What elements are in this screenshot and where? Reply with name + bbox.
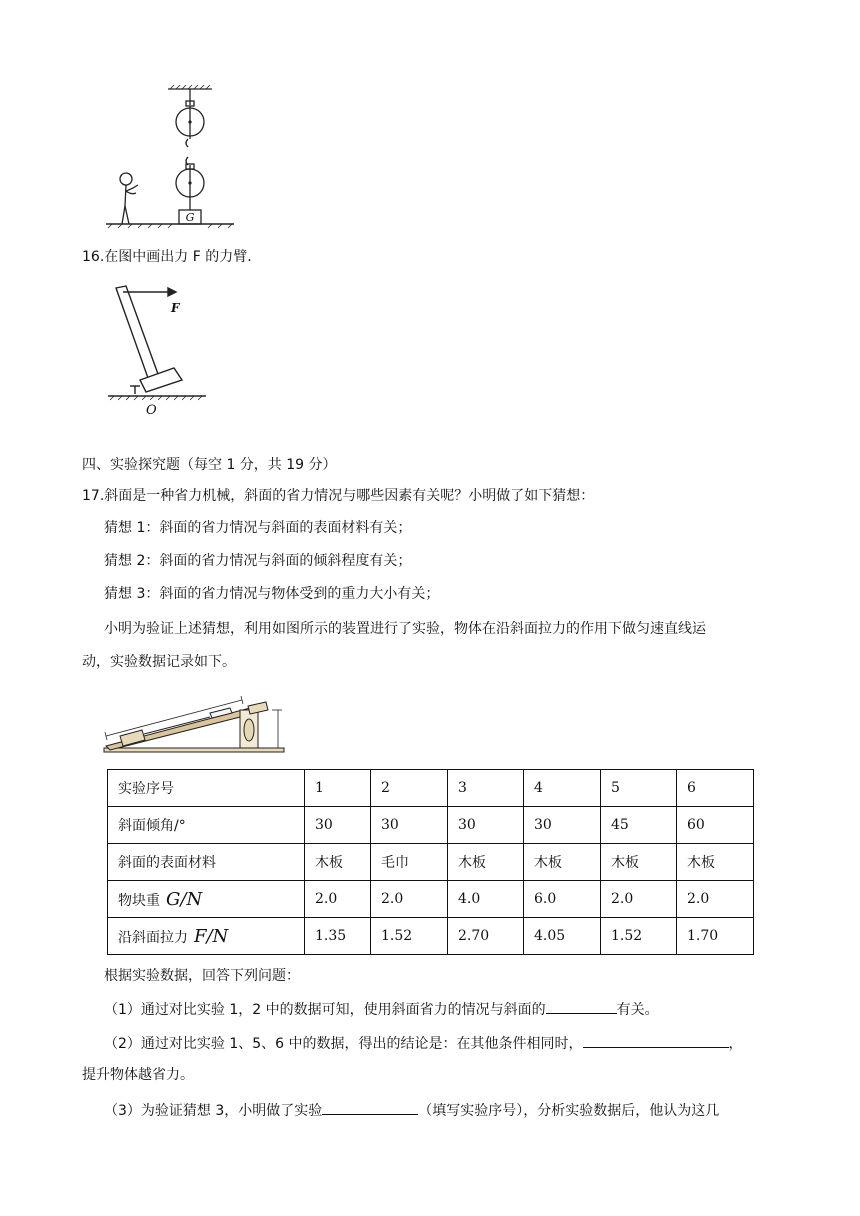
table-cell: 1.52 (371, 918, 448, 955)
table-cell: 1.52 (601, 918, 677, 955)
table-cell: 2.70 (448, 918, 524, 955)
row-unit: G/N (166, 888, 203, 910)
table-cell: 45 (601, 807, 677, 844)
table-row (108, 844, 754, 881)
table-cell: 6 (677, 770, 754, 807)
method-line-2: 动，实验数据记录如下。 (82, 654, 236, 670)
answer-blank-3[interactable] (322, 1099, 418, 1115)
question-16: 16.在图中画出力 F 的力臂. (82, 249, 252, 265)
table-cell: 木板 (305, 844, 371, 881)
table-cell: 4.05 (524, 918, 601, 955)
table-cell: 木板 (448, 844, 524, 881)
table-cell: 30 (448, 807, 524, 844)
answer-intro: 根据实验数据，回答下列问题： (104, 968, 300, 984)
row-header (108, 881, 305, 918)
table-cell: 2.0 (677, 881, 754, 918)
table-cell: 1.35 (305, 918, 371, 955)
incline-figure (100, 688, 290, 760)
table-row (108, 881, 754, 918)
sub-question-3-tail: （填写实验序号），分析实验数据后，他认为这几 (418, 1103, 720, 1119)
table-cell: 2.0 (601, 881, 677, 918)
table-cell: 5 (601, 770, 677, 807)
row-header: 斜面倾角/° (108, 807, 305, 844)
row-unit: F/N (194, 925, 229, 947)
hypothesis-3: 猜想 3：斜面的省力情况与物体受到的重力大小有关； (104, 586, 440, 602)
table-cell: 4 (524, 770, 601, 807)
table-cell: 木板 (677, 844, 754, 881)
table-cell: 1 (305, 770, 371, 807)
sub-question-2-tail: ， (728, 1036, 743, 1052)
table-cell: 木板 (524, 844, 601, 881)
experiment-table (107, 769, 754, 955)
sub-question-3-text: （3）为验证猜想 3，小明做了实验 (104, 1103, 323, 1119)
table-cell: 毛巾 (371, 844, 448, 881)
force-label: F (171, 301, 180, 315)
answer-blank-2[interactable] (583, 1032, 729, 1048)
table-cell: 30 (305, 807, 371, 844)
row-label: 沿斜面拉力 (118, 929, 188, 946)
table-cell: 木板 (601, 844, 677, 881)
sub-question-3 (104, 1099, 719, 1121)
table-cell: 1.70 (677, 918, 754, 955)
table-cell: 2 (371, 770, 448, 807)
table-cell: 3 (448, 770, 524, 807)
hypothesis-1: 猜想 1：斜面的省力情况与斜面的表面材料有关； (104, 520, 412, 536)
pivot-label: O (146, 403, 157, 418)
table-row (108, 770, 754, 807)
weight-label: G (185, 211, 195, 224)
sub-question-1-text: （1）通过对比实验 1，2 中的数据可知，使用斜面省力的情况与斜面的 (104, 1002, 546, 1018)
table-cell: 6.0 (524, 881, 601, 918)
question-17-intro: 17.斜面是一种省力机械，斜面的省力情况与哪些因素有关呢？小明做了如下猜想： (82, 488, 595, 504)
table-row (108, 918, 754, 955)
hypothesis-2: 猜想 2：斜面的省力情况与斜面的倾斜程度有关； (104, 553, 412, 569)
lever-figure (106, 282, 216, 420)
sub-question-2-text: （2）通过对比实验 1、5、6 中的数据，得出的结论是：在其他条件相同时， (104, 1036, 583, 1052)
row-label: 物块重 (118, 892, 160, 909)
sub-question-2 (104, 1032, 743, 1054)
method-line-1: 小明为验证上述猜想，利用如图所示的装置进行了实验，物体在沿斜面拉力的作用下做匀速直线运 (104, 621, 706, 637)
row-header: 实验序号 (108, 770, 305, 807)
answer-blank-1[interactable] (546, 998, 617, 1014)
table-cell: 60 (677, 807, 754, 844)
pulley-figure (100, 85, 240, 230)
table-cell: 4.0 (448, 881, 524, 918)
sub-question-1 (104, 998, 659, 1020)
table-cell: 30 (524, 807, 601, 844)
table-cell: 30 (371, 807, 448, 844)
section-4-title: 四、实验探究题（每空 1 分，共 19 分） (82, 457, 337, 473)
table-cell: 2.0 (305, 881, 371, 918)
table-cell: 2.0 (371, 881, 448, 918)
sub-question-1-tail: 有关。 (616, 1002, 659, 1018)
sub-question-2-continued: 提升物体越省力。 (82, 1067, 194, 1083)
row-header (108, 918, 305, 955)
row-header: 斜面的表面材料 (108, 844, 305, 881)
table-row (108, 807, 754, 844)
